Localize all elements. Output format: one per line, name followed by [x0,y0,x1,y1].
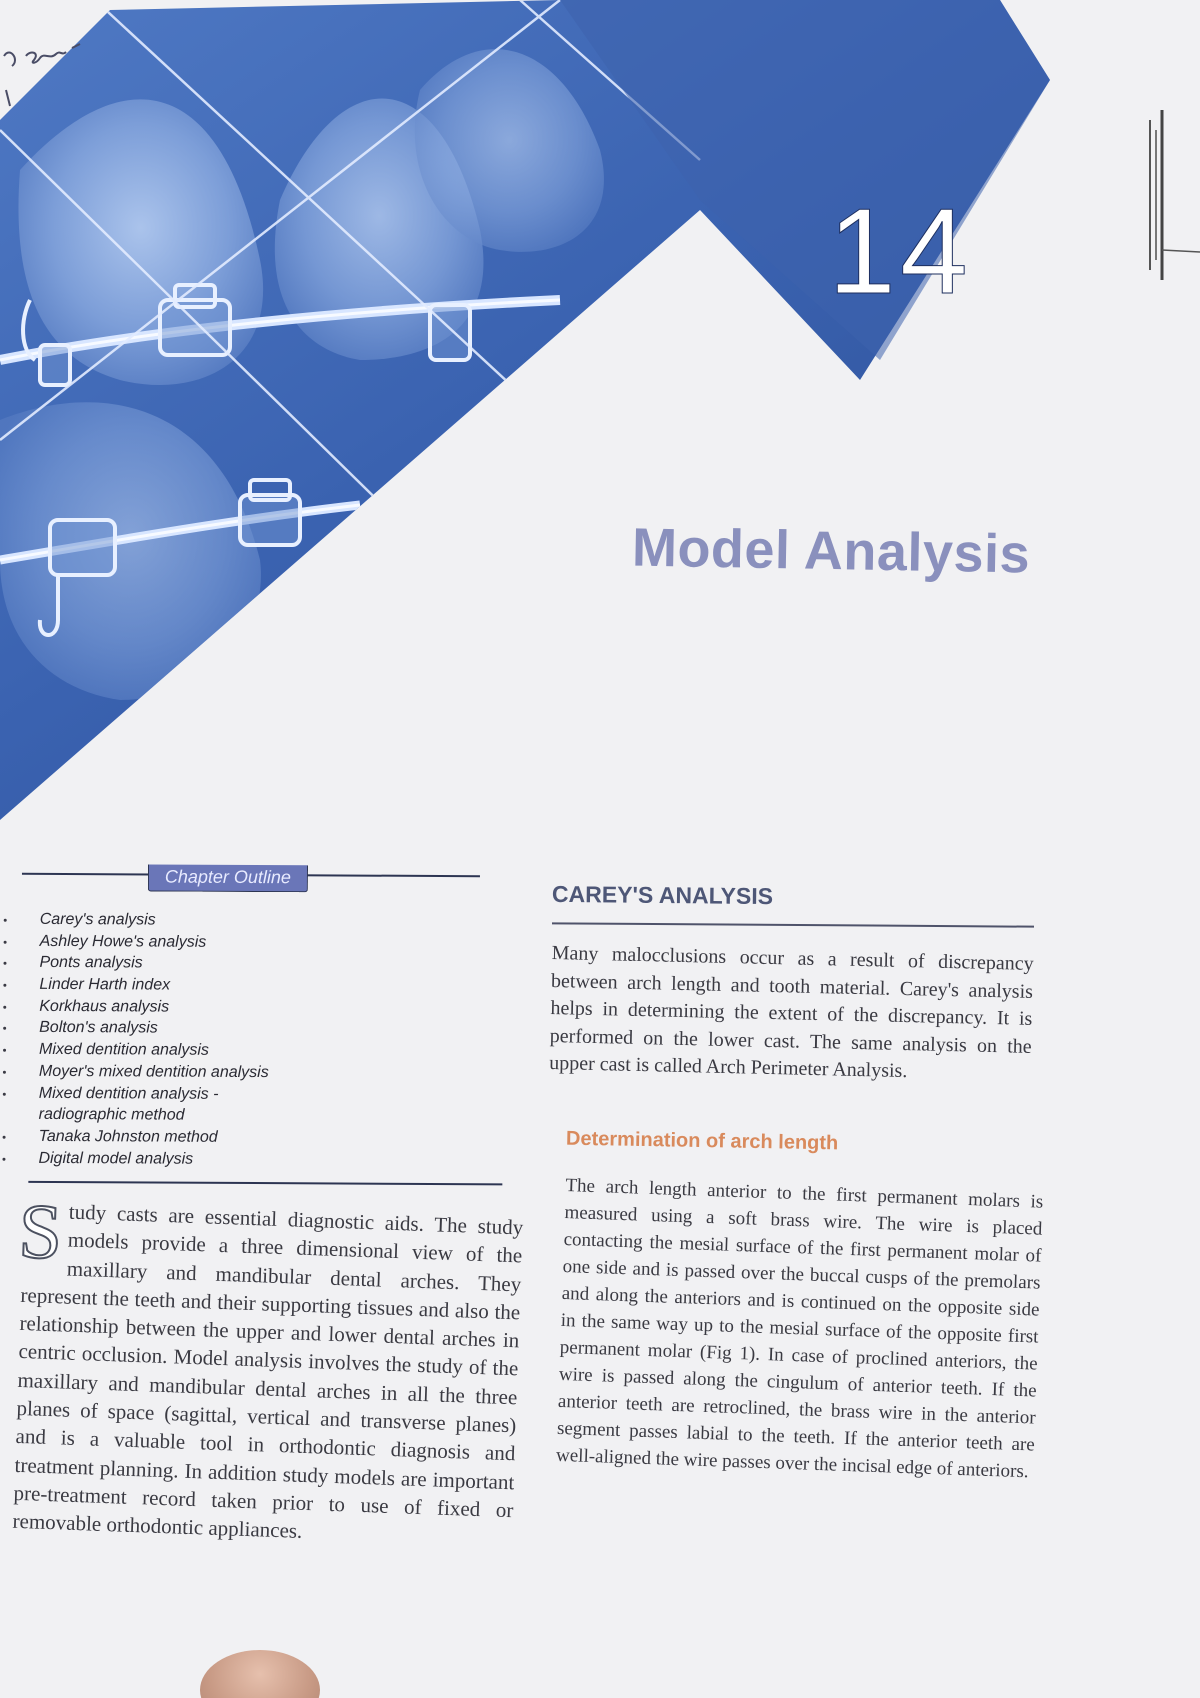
outline-item-continued: radiographic method [38,1106,185,1124]
chapter-title: Model Analysis [631,517,1031,585]
section-heading-careys: CAREY'S ANALYSIS [551,880,774,910]
thumb-photo-artifact [200,1650,320,1698]
drop-cap: S [17,1186,64,1276]
page-edge-marks [1140,110,1200,280]
outline-item: Moyer's mixed dentition analysis [39,1061,269,1084]
intro-text: tudy casts are essential diagnostic aids. The study models provide a three dimensional view of the maxillary and mandibular dental arches. They represent the teeth and their supporting tissues and also the relationship between the upper and lower dental arches in centric occlusion. Model analysis involves the study of the maxillary and mandibular dental arches in all the three planes of space (sagittal, vertical and transverse planes) and is a valuable tool in orthodontic diagnosis and treatment planning. In addition study models are important pre-treatment record taken prior to use of fixed or removable orthodontic appliances. [12,1199,524,1544]
outline-item: Mixed dentition analysis [39,1039,269,1062]
outline-list [38,909,269,1170]
outline-item: Ponts analysis [39,952,269,975]
careys-paragraph [549,940,1034,1088]
arch-length-text: The arch length anterior to the first permanent molars is measured using a soft brass wire. The wire is placed contacting the mesial surface of the first permanent molar of one side and is passed over the buccal cusps of the premolars and along the anteriors and is continued on the opposite side in the same way up to the mesial surface of the opposite first permanent molar (Fig 1). In case of proclined anteriors, the wire is passed along the cingulum of anterior teeth. If the anterior teeth are retroclined, the brass wire in the anterior segment passes labial to the teeth. If the anterior teeth are well-aligned the wire passes over the incisal edge of anteriors. [555,1174,1044,1483]
outline-item: Mixed dentition analysis - [39,1082,269,1105]
section-rule [552,922,1034,927]
outline-item: Ashley Howe's analysis [40,931,270,954]
outline-item: Tanaka Johnston method [39,1126,269,1149]
handwriting-mark [0,20,110,110]
outline-item: Linder Harth index [39,974,269,997]
outline-label: Chapter Outline [148,864,308,892]
outline-item: Carey's analysis [40,909,270,932]
outline-bottom-rule [28,1181,502,1185]
arch-length-paragraph [556,1172,1044,1486]
careys-text: Many malocclusions occur as a result of discrepancy between arch length and tooth material. Carey's analysis helps in determining the extent of the discrepancy. It is performed on the lower cast. The same analysis on the upper cast is called Arch Perimeter Analysis. [548,941,1034,1083]
braces-illustration [0,0,1200,820]
outline-item: Korkhaus analysis [39,996,269,1019]
intro-paragraph [12,1186,524,1553]
chapter-outline [0,866,500,1168]
outline-item: Digital model analysis [38,1147,268,1170]
subheading-arch-length: Determination of arch length [565,1127,839,1155]
outline-item: Bolton's analysis [39,1017,269,1040]
chapter-number: 14 [828,183,972,319]
